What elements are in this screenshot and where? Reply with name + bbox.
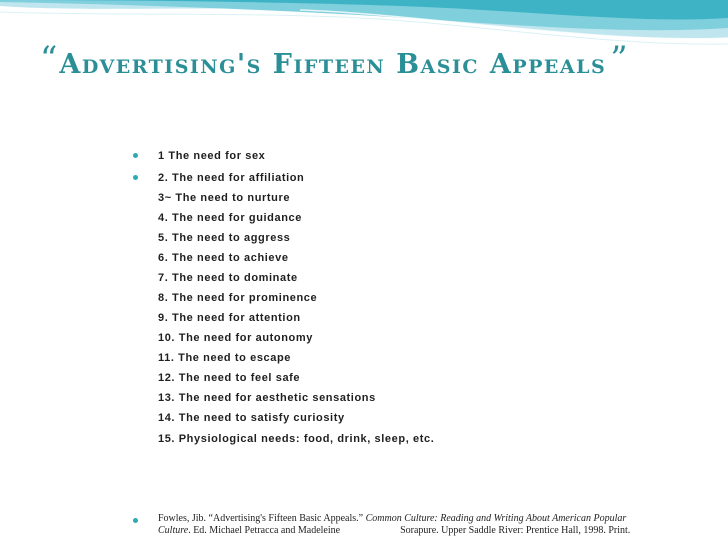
citation-book-title-end: Culture <box>158 525 189 536</box>
list-item: 9. The need for attention <box>158 312 301 324</box>
list-item: 6. The need to achieve <box>158 252 289 264</box>
citation-author-title: Fowles, Jib. “Advertising's Fifteen Basic Appeals.” <box>158 513 366 524</box>
list-item: 4. The need for guidance <box>158 212 302 224</box>
list-item: 10. The need for autonomy <box>158 332 313 344</box>
list-item: 11. The need to escape <box>158 352 292 364</box>
list-item: 3~ The need to nurture <box>158 192 291 204</box>
title-text: Advertising's Fifteen Basic Appeals <box>59 49 607 80</box>
citation <box>158 513 698 537</box>
citation-editors: . Ed. Michael Petracca and Madeleine <box>188 525 341 536</box>
list-item: 12. The need to feel safe <box>158 372 301 384</box>
list-item: 13. The need for aesthetic sensations <box>158 392 376 404</box>
citation-book-title: Common Culture: Reading and Writing About American Popular <box>365 513 627 524</box>
list-item: 14. The need to satisfy curiosity <box>158 412 345 424</box>
list-item: 8. The need for prominence <box>158 292 318 304</box>
title-open-quote: “ <box>40 39 58 79</box>
list-item: 2. The need for affiliation <box>158 172 305 184</box>
list-item: 7. The need to dominate <box>158 272 298 284</box>
title-close-quote: ” <box>610 39 628 79</box>
bullet-icon <box>133 175 138 180</box>
bullet-icon <box>133 518 138 523</box>
list-item: 5. The need to aggress <box>158 232 291 244</box>
list-item: 15. Physiological needs: food, drink, sleep, etc. <box>158 433 435 445</box>
citation-publisher: Sorapure. Upper Saddle River: Prentice Hall, 1998. Print. <box>400 525 631 536</box>
list-item: 1 The need for sex <box>158 150 266 162</box>
bullet-icon <box>133 153 138 158</box>
